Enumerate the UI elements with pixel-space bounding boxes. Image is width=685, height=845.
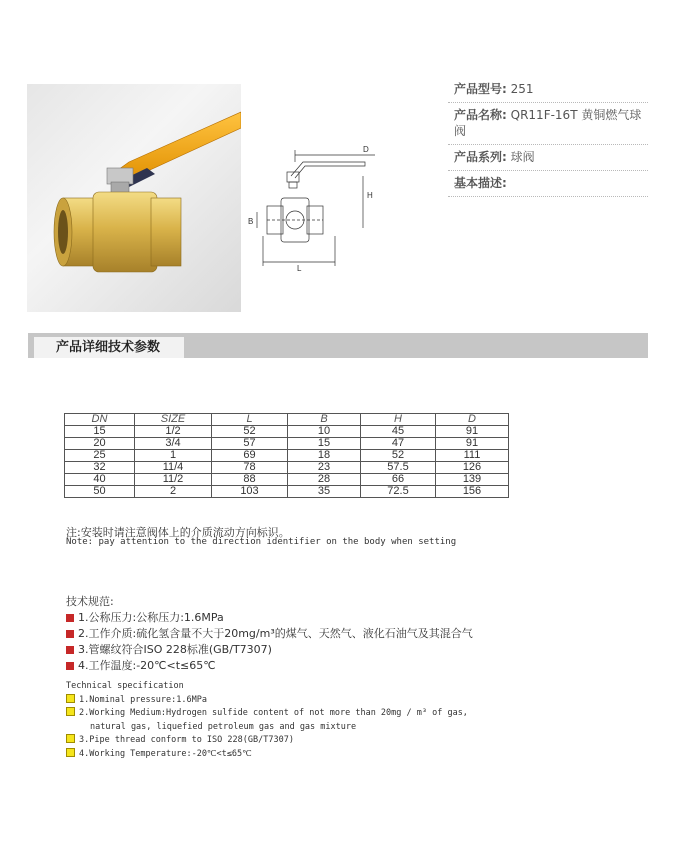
- table-row: [65, 426, 509, 438]
- table-cell: 40: [65, 474, 135, 486]
- dim-b-label: B: [248, 217, 254, 226]
- spec-table: [64, 413, 509, 498]
- tech-spec-cn: [66, 594, 473, 674]
- red-bullet-icon: [66, 662, 74, 670]
- list-item: [66, 748, 468, 762]
- table-cell: 50: [65, 486, 135, 498]
- dim-h-label: H: [367, 191, 373, 200]
- table-cell: 1: [135, 450, 212, 462]
- table-cell: 32: [65, 462, 135, 474]
- table-cell: 2: [135, 486, 212, 498]
- product-photo: [27, 84, 241, 312]
- table-cell: 72.5: [361, 486, 436, 498]
- tech-cn-item: 3.管螺纹符合ISO 228标准(GB/T7307): [78, 643, 272, 656]
- table-cell: 45: [361, 426, 436, 438]
- table-cell: 20: [65, 438, 135, 450]
- tech-cn-item: 4.工作温度:-20℃<t≤65℃: [78, 659, 216, 672]
- tech-en-title: Technical specification: [66, 681, 184, 691]
- dim-l-label: L: [297, 264, 302, 273]
- red-bullet-icon: [66, 614, 74, 622]
- tech-cn-item: 2.工作介质:硫化氢含量不大于20mg/m³的煤气、天然气、液化石油气及其混合气: [78, 627, 473, 640]
- yellow-bullet-icon: [66, 707, 75, 716]
- table-cell: 103: [212, 486, 288, 498]
- table-cell: 11/4: [135, 462, 212, 474]
- col-header: D: [436, 414, 509, 426]
- model-value: 251: [510, 82, 534, 96]
- table-cell: 18: [288, 450, 361, 462]
- product-info: [448, 77, 648, 197]
- table-cell: 25: [65, 450, 135, 462]
- yellow-bullet-icon: [66, 748, 75, 757]
- table-cell: 47: [361, 438, 436, 450]
- list-item: [66, 707, 468, 721]
- table-cell: 156: [436, 486, 509, 498]
- table-cell: 111: [436, 450, 509, 462]
- table-cell: 11/2: [135, 474, 212, 486]
- col-header: L: [212, 414, 288, 426]
- table-cell: 35: [288, 486, 361, 498]
- model-label: 产品型号:: [454, 82, 507, 96]
- table-cell: 52: [212, 426, 288, 438]
- table-cell: 23: [288, 462, 361, 474]
- info-model: [448, 77, 648, 103]
- tech-en-item: 1.Nominal pressure:1.6MPa: [79, 694, 207, 705]
- col-header: DN: [65, 414, 135, 426]
- col-header: B: [288, 414, 361, 426]
- table-cell: 15: [288, 438, 361, 450]
- table-cell: 91: [436, 426, 509, 438]
- name-value: QR11F-16T 黄铜燃气球阀: [454, 108, 642, 138]
- red-bullet-icon: [66, 646, 74, 654]
- dimension-drawing: [245, 140, 375, 275]
- list-item: [66, 626, 473, 642]
- tech-en-item: 2.Working Medium:Hydrogen sulfide content of not more than 20mg / m³ of gas,: [79, 708, 468, 718]
- series-label: 产品系列:: [454, 150, 507, 164]
- series-value: 球阀: [510, 150, 535, 164]
- table-cell: 69: [212, 450, 288, 462]
- list-item: [66, 734, 468, 748]
- tech-en-item: 3.Pipe thread conform to ISO 228(GB/T7307): [79, 735, 294, 745]
- tech-cn-item: 1.公称压力:公称压力:1.6MPa: [78, 611, 224, 624]
- table-cell: 10: [288, 426, 361, 438]
- list-item: [66, 642, 473, 658]
- table-cell: 1/2: [135, 426, 212, 438]
- table-cell: 52: [361, 450, 436, 462]
- table-cell: 57: [212, 438, 288, 450]
- table-cell: 57.5: [361, 462, 436, 474]
- tech-cn-title: 技术规范:: [66, 595, 114, 608]
- list-item: [66, 610, 473, 626]
- note-cn: 注:安装时请注意阀体上的介质流动方向标识。: [66, 526, 290, 539]
- info-series: [448, 145, 648, 171]
- table-cell: 88: [212, 474, 288, 486]
- table-row: [65, 438, 509, 450]
- list-item: [66, 658, 473, 674]
- table-cell: 66: [361, 474, 436, 486]
- col-header: H: [361, 414, 436, 426]
- red-bullet-icon: [66, 630, 74, 638]
- section-bar: [28, 333, 648, 358]
- desc-label: 基本描述:: [454, 176, 507, 190]
- table-cell: 15: [65, 426, 135, 438]
- name-label: 产品名称:: [454, 108, 507, 122]
- table-cell: 91: [436, 438, 509, 450]
- col-header: SIZE: [135, 414, 212, 426]
- table-row: [65, 462, 509, 474]
- section-title[interactable]: 产品详细技术参数: [34, 337, 184, 358]
- table-cell: 78: [212, 462, 288, 474]
- info-desc: [448, 171, 648, 197]
- table-row: [65, 450, 509, 462]
- yellow-bullet-icon: [66, 734, 75, 743]
- tech-spec-en: [66, 680, 468, 761]
- note-en: Note: pay attention to the direction identifier on the body when setting: [66, 537, 457, 547]
- table-cell: 126: [436, 462, 509, 474]
- table-cell: 139: [436, 474, 509, 486]
- table-row: [65, 486, 509, 498]
- table-header-row: [65, 414, 509, 426]
- tech-en-item: 4.Working Temperature:-20℃<t≤65℃: [79, 748, 252, 759]
- tech-en-item-cont: natural gas, liquefied petroleum gas and gas mixture: [90, 721, 357, 732]
- yellow-bullet-icon: [66, 694, 75, 703]
- list-item: [66, 694, 468, 708]
- table-cell: 3/4: [135, 438, 212, 450]
- table-row: [65, 474, 509, 486]
- table-cell: 28: [288, 474, 361, 486]
- info-name: [448, 103, 648, 145]
- dim-d-label: D: [363, 145, 369, 154]
